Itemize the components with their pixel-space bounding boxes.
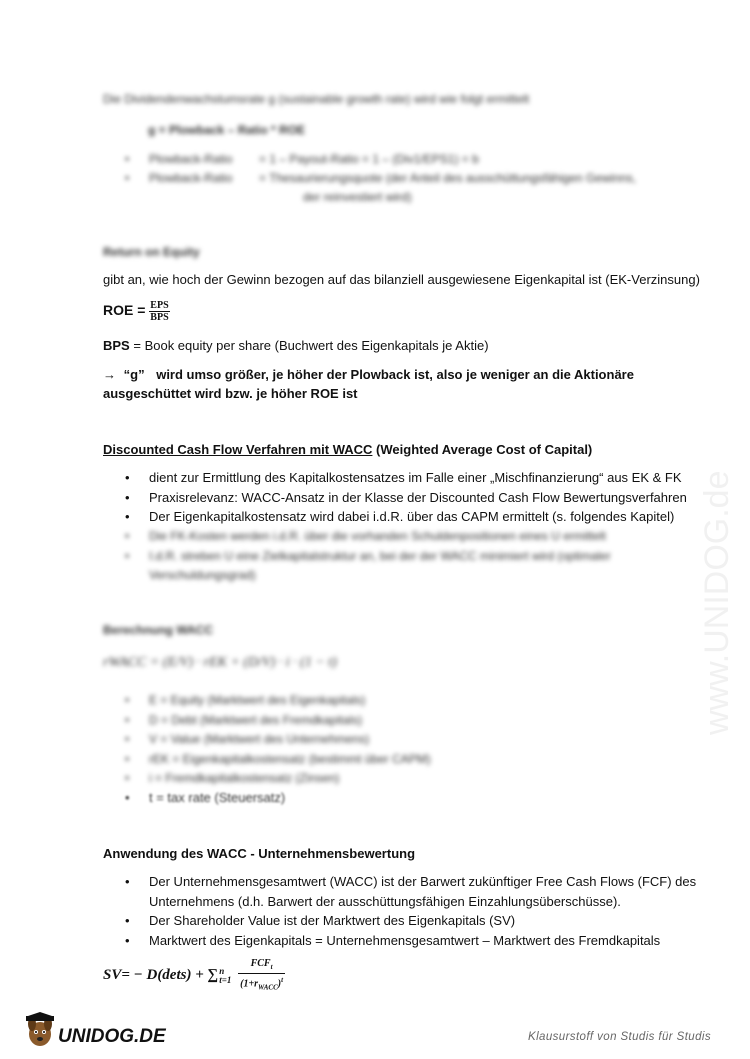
list-item: • dient zur Ermittlung des Kapitalkostensatzes im Falle einer „Mischfinanzierung“ aus EK & FK bbox=[125, 468, 687, 488]
plowback-def-1: = 1 – Payout-Ratio = 1 – (Div1/EPS1) = b bbox=[259, 152, 479, 166]
growth-rate-formula: g = Plowback – Ratio * ROE bbox=[148, 123, 306, 137]
list-item: • rEK = Eigenkapitalkostensatz (bestimmt über CAPM) bbox=[125, 750, 431, 770]
roe-conclusion bbox=[103, 365, 634, 384]
plowback-term-2: Plowback-Ratio bbox=[149, 171, 233, 185]
roe-denominator: BPS bbox=[150, 312, 169, 323]
roe-formula bbox=[103, 300, 170, 323]
list-item: • Die FK-Kosten werden i.d.R. über die vorhanden Schuldenpositionen eines U ermittelt bbox=[125, 527, 611, 547]
plowback-term-1: Plowback-Ratio bbox=[149, 152, 233, 166]
logo-text: UNIDOG.DE bbox=[58, 1026, 166, 1047]
roe-numerator: EPS bbox=[150, 300, 169, 311]
dcf-bullet-list bbox=[125, 468, 687, 527]
dcf-heading bbox=[103, 440, 592, 459]
dcf-heading-rest: (Weighted Average Cost of Capital) bbox=[372, 442, 593, 457]
roe-description: gibt an, wie hoch der Gewinn bezogen auf das bilanziell ausgewiesene Eigenkapital ist (EK-Verzinsung) bbox=[103, 272, 700, 287]
list-item: • I.d.R. streben U eine Zielkapitalstruktur an, bei der der WACC minimiert wird (optimaler Verschuldungsgrad) bbox=[125, 547, 611, 586]
sv-formula bbox=[103, 958, 285, 993]
dcf-blurred-list bbox=[125, 527, 611, 586]
list-item: • Der Unternehmensgesamtwert (WACC) ist der Barwert zukünftiger Free Cash Flows (FCF) des Unternehmens (d.h. Barwert der ausschüttungsfähigen Einzahlungsüberschüsse). bbox=[125, 872, 696, 911]
watermark bbox=[698, 270, 736, 740]
sv-numerator: $FCF_t$ bbox=[238, 958, 285, 974]
roe-fraction bbox=[149, 300, 169, 323]
list-item: • Der Shareholder Value ist der Marktwert des Eigenkapitals (SV) bbox=[125, 911, 696, 931]
plowback-def-2: = Thesaurierungsquote (der Anteil des ausschüttungsfähigen Gewinns, bbox=[259, 171, 637, 185]
bps-def: = Book equity per share (Buchwert des Eigenkapitals je Aktie) bbox=[133, 338, 489, 353]
list-item: • Praxisrelevanz: WACC-Ansatz in der Klasse der Discounted Cash Flow Bewertungsverfahren bbox=[125, 488, 687, 508]
footer-slogan: Klausurstoff von Studis für Studis bbox=[528, 1031, 711, 1043]
application-bullet-list bbox=[125, 872, 696, 950]
dcf-heading-underlined: Discounted Cash Flow Verfahren mit WACC bbox=[103, 442, 373, 457]
list-item: • t = tax rate (Steuersatz) bbox=[125, 788, 285, 808]
watermark-text: www.UNIDOG.de bbox=[698, 470, 736, 735]
dog-icon bbox=[22, 1012, 182, 1050]
list-item: • D = Debt (Marktwert des Fremdkapitals) bbox=[125, 711, 431, 731]
wacc-formula: rWACC = (E/V) · rEK + (D/V) · i · (1 − t) bbox=[103, 655, 337, 670]
wacc-variables-list bbox=[125, 691, 431, 789]
document-page: Die Dividendenwachstumsrate g (sustainable growth rate) wird wie folgt ermittelt g = Plowback – Ratio * ROE • Plowback-Ratio = 1 – Payout-Ratio = 1 – (Div1/EPS1) = b • Plowback-Ratio = Thesaurierungsquote (der Anteil des ausschüttungsfähigen Gewinns, der reinvestiert wird) Return on Equity gibt an, wie hoch der Gewinn bezogen auf das bilanziell ausgewiesene Eigenkapital ist (EK-Verzinsung) ROE = $\frac{\text{EPS}}{\text{BPS}}$ BPS = Book equity per share (Buchwert des Eigenkapitals je Aktie) → “g” wird umso größer, je höher der Plowback ist, also je weniger an die Aktionäre ausgeschüttet wird bzw. je höher ROE ist Discounted Cash Flow Verfahren mit WACC (Weighted Average Cost of Capital) • dient zur Ermittlung des Kapitalkostensatzes im Falle einer „Mischfinanzierung“ aus EK & FK • Praxisrelevanz: WACC-Ansatz in der Klasse der Discounted Cash Flow Bewertungsverfahren • Der Eigenkapitalkostensatz wird dabei i.d.R. über das CAPM ermittelt (s. folgendes Kapitel) • Die FK-Kosten werden i.d.R. über die vorhanden Schuldenpositionen eines U ermittelt • I.d.R. streben U eine Zielkapitalstruktur an, bei der der WACC minimiert wird (optimaler Verschuldungsgrad) Berechnung WACC rWACC = (E/V) · rEK + (D/V) · i · (1 − t) • E = Equity (Marktwert des Eigenkapitals) • D = Debt (Marktwert des Fremdkapitals) • V = Value (Marktwert des Unternehmens) • rEK = Eigenkapitalkostensatz (bestimmt über CAPM) • i = Fremdkapitalkostensatz (Zinsen) • t = tax rate (Steuersatz) Anwendung des WACC - Unternehmensbewertung • Der Unternehmensgesamtwert (WACC) ist der Barwert zukünftiger Free Cash Flows (FCF) des Unternehmens (d.h. Barwert der ausschüttungsfähigen Einzahlungsüberschüsse). • Der Shareholder Value ist der Marktwert des Eigenkapitals (SV) • Marktwert des Eigenkapitals = Unternehmensgesamtwert – Marktwert des Fremdkapitals SV= − D(dets) + ∑ n t=1 $FCF_t$ $(1+r_{WACC})^t$ www.UNIDOG.de UNIDOG.DE Klausurstoff von Studis für Studis bbox=[0, 0, 750, 1059]
unidog-logo bbox=[22, 1012, 182, 1050]
conclusion-line-2: ausgeschüttet wird bzw. je höher ROE ist bbox=[103, 386, 358, 401]
application-heading: Anwendung des WACC - Unternehmensbewertung bbox=[103, 846, 416, 861]
growth-rate-intro: Die Dividendenwachstumsrate g (sustainable growth rate) wird wie folgt ermittelt bbox=[103, 92, 530, 106]
sv-denominator: $(1+r_{WACC})^t$ bbox=[240, 976, 284, 992]
plowback-def-2-cont: der reinvestiert wird) bbox=[303, 190, 412, 204]
list-item: • Der Eigenkapitalkostensatz wird dabei i.d.R. über das CAPM ermittelt (s. folgendes Kapitel) bbox=[125, 507, 687, 527]
wacc-tax-bullet bbox=[125, 788, 285, 808]
list-item: • E = Equity (Marktwert des Eigenkapitals) bbox=[125, 691, 431, 711]
g-label: “g” bbox=[123, 367, 145, 382]
arrow-icon: → bbox=[103, 367, 116, 382]
conclusion-line-1: wird umso größer, je höher der Plowback ist, also je weniger an die Aktionäre bbox=[156, 367, 634, 382]
list-item: • Marktwert des Eigenkapitals = Unternehmensgesamtwert – Marktwert des Fremdkapitals bbox=[125, 931, 696, 951]
sum-limits: n t=1 bbox=[219, 965, 232, 985]
bps-label: BPS bbox=[103, 338, 130, 353]
bps-definition bbox=[103, 336, 489, 355]
wacc-calc-heading: Berechnung WACC bbox=[103, 623, 214, 637]
list-item: • i = Fremdkapitalkostensatz (Zinsen) bbox=[125, 769, 431, 789]
roe-heading: Return on Equity bbox=[103, 245, 200, 259]
list-item: • V = Value (Marktwert des Unternehmens) bbox=[125, 730, 431, 750]
sv-lhs: SV= − D(dets) + ∑ bbox=[103, 967, 219, 984]
roe-formula-label: ROE = bbox=[103, 302, 146, 319]
sv-fraction bbox=[238, 958, 285, 993]
